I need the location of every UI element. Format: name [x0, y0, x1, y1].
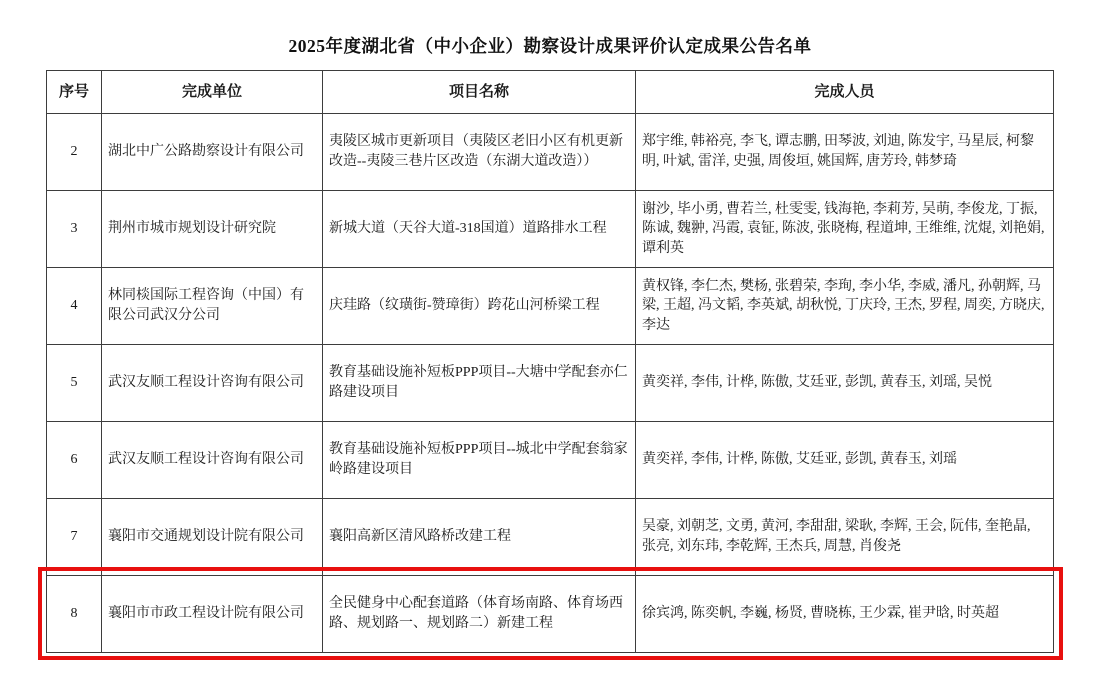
cell-no: 4	[47, 268, 102, 345]
cell-personnel: 徐宾鸿, 陈奕帆, 李巍, 杨贤, 曹晓栋, 王少霖, 崔尹晗, 时英超	[636, 576, 1054, 653]
header-cell-personnel: 完成人员	[636, 71, 1054, 114]
cell-unit: 武汉友顺工程设计咨询有限公司	[102, 422, 323, 499]
cell-no: 6	[47, 422, 102, 499]
page-title: 2025年度湖北省（中小企业）勘察设计成果评价认定成果公告名单	[288, 36, 812, 56]
cell-unit: 襄阳市市政工程设计院有限公司	[102, 576, 323, 653]
results-table	[46, 70, 1054, 653]
cell-no: 8	[47, 576, 102, 653]
cell-no: 5	[47, 345, 102, 422]
cell-unit: 荆州市城市规划设计研究院	[102, 191, 323, 268]
table-row	[47, 345, 1054, 422]
table-header-row	[47, 71, 1054, 114]
cell-project: 教育基础设施补短板PPP项目--大塘中学配套亦仁路建设项目	[323, 345, 636, 422]
cell-personnel: 黄奕祥, 李伟, 计桦, 陈傲, 艾廷亚, 彭凯, 黄春玉, 刘瑶, 吴悦	[636, 345, 1054, 422]
highlighted-table-row	[47, 576, 1054, 653]
cell-project: 教育基础设施补短板PPP项目--城北中学配套翁家岭路建设项目	[323, 422, 636, 499]
header-cell-project: 项目名称	[323, 71, 636, 114]
header-cell-unit: 完成单位	[102, 71, 323, 114]
cell-unit: 林同棪国际工程咨询（中国）有限公司武汉分公司	[102, 268, 323, 345]
cell-project: 夷陵区城市更新项目（夷陵区老旧小区有机更新改造--夷陵三巷片区改造（东湖大道改造））	[323, 114, 636, 191]
cell-project: 襄阳高新区清风路桥改建工程	[323, 499, 636, 576]
cell-unit: 襄阳市交通规划设计院有限公司	[102, 499, 323, 576]
cell-unit: 湖北中广公路勘察设计有限公司	[102, 114, 323, 191]
cell-personnel: 吴豪, 刘朝芝, 文勇, 黄河, 李甜甜, 梁耿, 李辉, 王会, 阮伟, 奎艳晶, 张亮, 刘东玮, 李乾辉, 王杰兵, 周慧, 肖俊尧	[636, 499, 1054, 576]
cell-unit: 武汉友顺工程设计咨询有限公司	[102, 345, 323, 422]
table-row	[47, 268, 1054, 345]
table-row	[47, 422, 1054, 499]
cell-no: 7	[47, 499, 102, 576]
table-row	[47, 114, 1054, 191]
cell-personnel: 郑宇维, 韩裕亮, 李飞, 谭志鹏, 田琴波, 刘迪, 陈发宇, 马星辰, 柯黎明, 叶斌, 雷洋, 史强, 周俊垣, 姚国辉, 唐芳玲, 韩梦琦	[636, 114, 1054, 191]
cell-project: 庆珪路（纹璜街-赞璋街）跨花山河桥梁工程	[323, 268, 636, 345]
cell-project: 全民健身中心配套道路（体育场南路、体育场西路、规划路一、规划路二）新建工程	[323, 576, 636, 653]
table-row	[47, 191, 1054, 268]
cell-project: 新城大道（天谷大道-318国道）道路排水工程	[323, 191, 636, 268]
cell-no: 3	[47, 191, 102, 268]
table-row	[47, 499, 1054, 576]
header-cell-no: 序号	[47, 71, 102, 114]
cell-no: 2	[47, 114, 102, 191]
cell-personnel: 谢沙, 毕小勇, 曹若兰, 杜雯雯, 钱海艳, 李莉芳, 吴萌, 李俊龙, 丁振, 陈诚, 魏翀, 冯霞, 袁钲, 陈波, 张晓梅, 程道坤, 王维维, 沈焜, 刘艳娟, 谭利英	[636, 191, 1054, 268]
cell-personnel: 黄奕祥, 李伟, 计桦, 陈傲, 艾廷亚, 彭凯, 黄春玉, 刘瑶	[636, 422, 1054, 499]
cell-personnel: 黄权锋, 李仁杰, 樊杨, 张碧荣, 李珣, 李小华, 李威, 潘凡, 孙朝辉, 马梁, 王超, 冯文韬, 李英斌, 胡秋悦, 丁庆玲, 王杰, 罗程, 周奕, 方晓庆, 李达	[636, 268, 1054, 345]
